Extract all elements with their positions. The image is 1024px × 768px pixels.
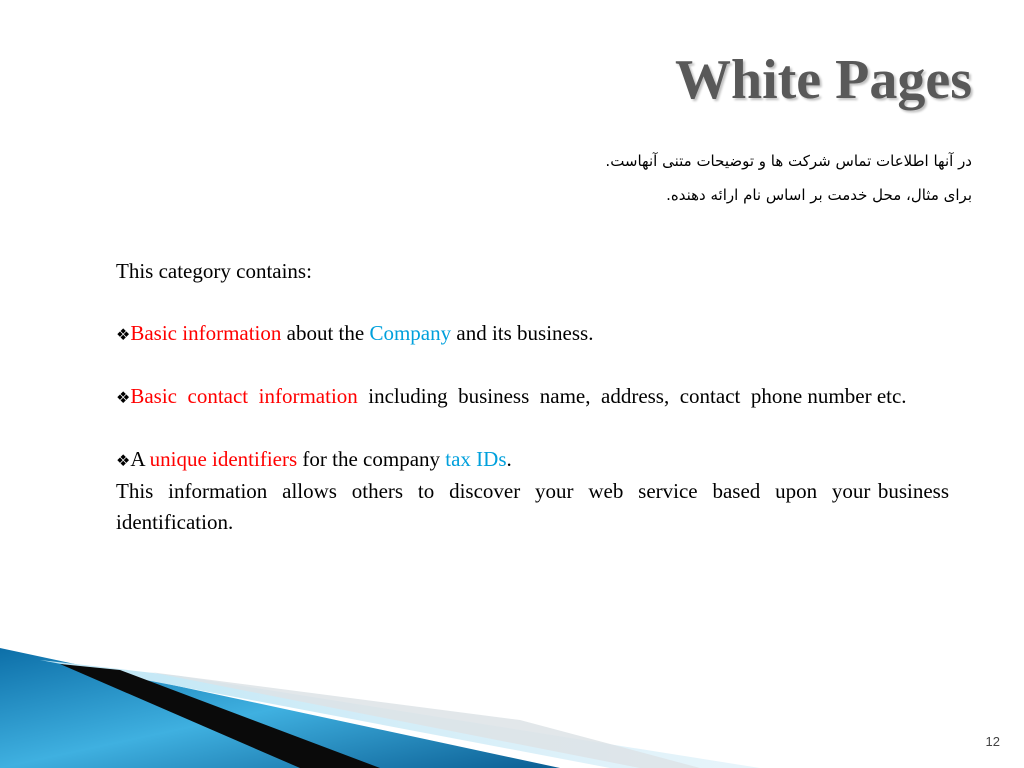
bullet-item-1 [116, 318, 949, 350]
item2-highlight: Basic contact information [130, 384, 358, 408]
closing-text: This information allows others to discover your web service based upon your business identification. [116, 479, 955, 534]
persian-description-line-1: در آنها اطلاعات تماس شرکت ها و توضیحات متنی آنهاست. [605, 152, 972, 170]
item1-company: Company [369, 321, 452, 345]
slide-body [116, 256, 955, 538]
diamond-bullet-icon: ❖ [116, 325, 131, 344]
slide-title: White Pages [674, 49, 972, 111]
item3-text: for the company [297, 447, 446, 471]
item1-text-a: about the [281, 321, 370, 345]
item3-highlight: unique identifiers [149, 447, 298, 471]
page-number: 12 [985, 734, 1000, 749]
item3-tax: tax IDs [445, 447, 507, 471]
item3-end: . [506, 447, 512, 471]
item1-text-b: and its business. [451, 321, 594, 345]
diamond-bullet-icon: ❖ [116, 388, 131, 407]
bullet-item-2 [116, 381, 949, 413]
intro-text: This category contains: [116, 259, 312, 283]
item2-text: including business name, address, contact phone number etc. [357, 384, 907, 408]
bullet-item-3 [116, 444, 949, 476]
persian-description-line-2: برای مثال، محل خدمت بر اساس نام ارائه دهنده. [666, 186, 972, 204]
item3-prefix: A [130, 447, 150, 471]
item1-highlight: Basic information [130, 321, 282, 345]
diamond-bullet-icon: ❖ [116, 451, 131, 470]
